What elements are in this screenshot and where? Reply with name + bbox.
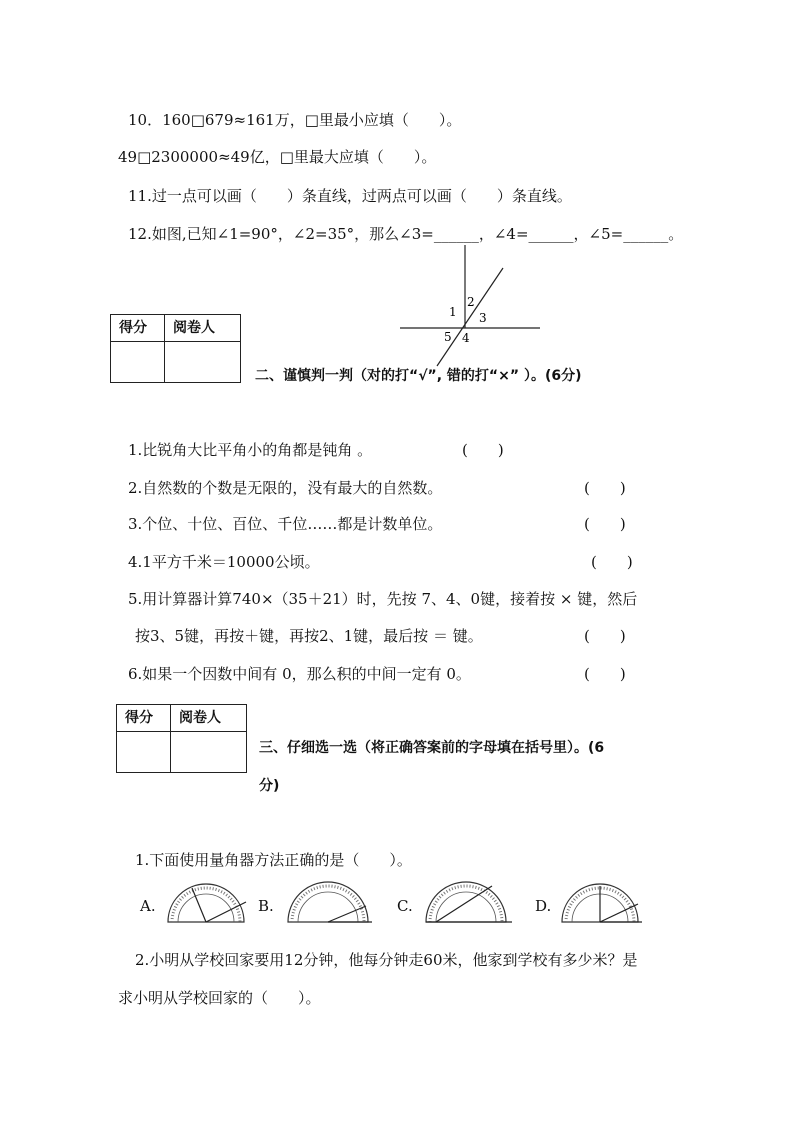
question-12: 12.如图,已知∠1=90°，∠2=35°，那么∠3=______，∠4=______，∠5=______。: [128, 225, 684, 243]
judge-item-2: 2.自然数的个数是无限的，没有最大的自然数。: [128, 479, 443, 497]
option-d-label[interactable]: D.: [535, 897, 552, 915]
reviewer-cell[interactable]: [171, 732, 247, 773]
angle-label-4: 4: [462, 331, 470, 345]
angle-label-1: 1: [449, 305, 457, 319]
score-cell[interactable]: [117, 732, 171, 773]
section-3-title-line-1: 三、仔细选一选（将正确答案前的字母填在括号里）。(6: [259, 740, 605, 756]
judge-item-1: 1.比锐角大比平角小的角都是钝角 。: [128, 441, 373, 459]
question-10-line-2: 49□2300000≈49亿，□里最大应填（ ）。: [118, 148, 437, 166]
angle-label-2: 2: [467, 295, 475, 309]
option-b-label[interactable]: B.: [258, 897, 274, 915]
protractor-a-icon: [164, 880, 248, 930]
judge-answer-2[interactable]: ( ): [584, 479, 626, 497]
judge-item-3: 3.个位、十位、百位、千位……都是计数单位。: [128, 515, 443, 533]
section-2-title: 二、谨慎判一判（对的打“√”, 错的打“×” ）。(6分): [255, 368, 582, 384]
judge-answer-6[interactable]: ( ): [584, 665, 626, 683]
score-cell[interactable]: [111, 342, 165, 383]
choice-question-2-line-1: 2.小明从学校回家要用12分钟，他每分钟走60米，他家到学校有多少米？是: [135, 951, 638, 969]
slanted-line: [437, 268, 503, 366]
angle-figure: [395, 240, 575, 370]
judge-answer-4[interactable]: ( ): [591, 553, 633, 571]
question-11: 11.过一点可以画（ ）条直线，过两点可以画（ ）条直线。: [128, 187, 572, 205]
judge-answer-5[interactable]: ( ): [584, 627, 626, 645]
section-3-title-line-2: 分): [259, 778, 280, 794]
angle-label-5: 5: [444, 330, 452, 344]
judge-answer-3[interactable]: ( ): [584, 515, 626, 533]
option-c-label[interactable]: C.: [397, 897, 413, 915]
judge-item-5-line-2: 按3、5键，再按＋键，再按2、1键，最后按 ＝ 键。: [135, 627, 483, 645]
judge-item-5-line-1: 5.用计算器计算740×（35＋21）时，先按 7、4、0键，接着按 × 键，然后: [128, 590, 638, 608]
judge-item-6: 6.如果一个因数中间有 0，那么积的中间一定有 0。: [128, 665, 471, 683]
option-a-label[interactable]: A.: [140, 897, 156, 915]
protractor-c-icon: [422, 880, 514, 930]
reviewer-label: 阅卷人: [171, 705, 247, 732]
judge-item-4: 4.1平方千米＝10000公顷。: [128, 553, 320, 571]
score-label: 得分: [111, 315, 165, 342]
protractor-d-icon: [558, 880, 644, 930]
choice-question-1: 1.下面使用量角器方法正确的是（ ）。: [135, 851, 412, 869]
choice-question-2-line-2: 求小明从学校回家的（ ）。: [118, 989, 321, 1007]
score-label: 得分: [117, 705, 171, 732]
score-box-section-3: [116, 704, 247, 773]
score-box-section-2: [110, 314, 241, 383]
angle-label-3: 3: [479, 311, 487, 325]
protractor-b-icon: [284, 880, 374, 930]
reviewer-label: 阅卷人: [165, 315, 241, 342]
reviewer-cell[interactable]: [165, 342, 241, 383]
question-10-line-1: 10．160□679≈161万，□里最小应填（ ）。: [128, 111, 462, 129]
judge-answer-1[interactable]: ( ): [462, 441, 504, 459]
